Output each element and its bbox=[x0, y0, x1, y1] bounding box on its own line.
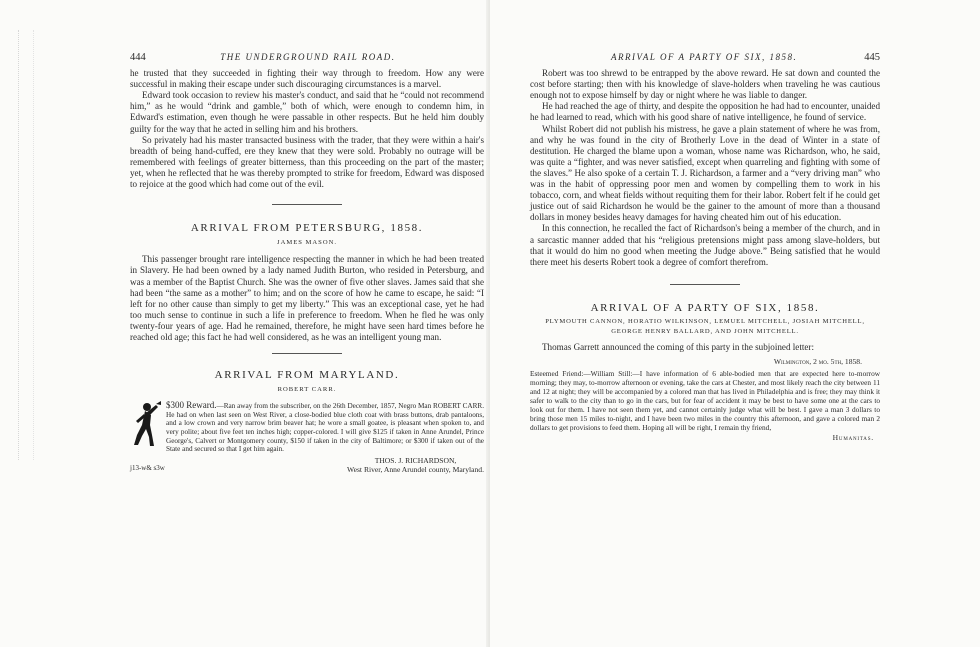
party-names-line-1: PLYMOUTH CANNON, HORATIO WILKINSON, LEMUEL MITCHELL, JOSIAH MITCHELL, bbox=[545, 317, 865, 325]
left-paragraph-1: he trusted that they succeeded in fighting their way through to freedom. How any were successful in making their escape under such discouraging circumstances is a marvel. bbox=[130, 68, 484, 90]
section-title-petersburg: ARRIVAL FROM PETERSBURG, 1858. bbox=[190, 222, 424, 235]
letter-dateline: Wilmington, 2 mo. 5th, 1858. bbox=[773, 356, 862, 366]
right-paragraph-1: Robert was too shrewd to be entrapped by the above reward. He sat down and counted the cost before starting; then with his knowledge of slave-holders when traveling he was cautious enough not to expose himself by day or night where he was liable to danger. bbox=[530, 68, 880, 101]
right-paragraph-2: He had reached the age of thirty, and despite the opposition he had had to encounter, unaided he had learned to read, which with his good share of native intelligence, he found of service. bbox=[530, 101, 880, 123]
ad-code: j13-w& s3w bbox=[130, 463, 165, 472]
ad-reward-heading: $300 Reward. bbox=[166, 400, 217, 411]
letter-signature: Humanitas. bbox=[832, 433, 874, 443]
ad-address: West River, Anne Arundel county, Maryland. bbox=[347, 464, 484, 474]
left-running-title: THE UNDERGROUND RAIL ROAD. bbox=[220, 52, 396, 62]
section-title-maryland: ARRIVAL FROM MARYLAND. bbox=[214, 369, 400, 382]
ad-body-text: —Ran away from the subscriber, on the 26th December, 1857, Negro Man ROBERT CARR. He had on when last seen on West River, a close-bodied blue cloth coat with brass buttons, drab pantaloons, and a low crown and very narrow brim beaver hat; he wore a small goatee, is pleasant when spoken to, and very polite; about five feet ten inches high; copper-colored. I will give $125 if taken in Anne Arundel, Prince George's, Calvert or Montgomery county, $150 if taken in the city of Baltimore; or $300 if taken out of the State and secured so that I get him again. bbox=[166, 402, 484, 454]
scan-artifact bbox=[18, 30, 34, 460]
left-page-number: 444 bbox=[130, 52, 146, 63]
ad-signer: THOS. J. RICHARDSON, bbox=[374, 455, 457, 465]
right-running-title: ARRIVAL OF A PARTY OF SIX, 1858. bbox=[611, 52, 798, 62]
left-running-head bbox=[130, 52, 484, 63]
byline-james-mason: JAMES MASON. bbox=[277, 239, 337, 247]
left-paragraph-2: Edward took occasion to review his master's conduct, and said that he “could not recommend him,” as he would “drink and gamble,” both of which, were enough to condemn him, in Edward's estimation, even though he were passable in other respects. But he held him doubly guilty for the way that he acted in selling him and his brothers. bbox=[130, 90, 484, 134]
petersburg-paragraph: This passenger brought rare intelligence respecting the manner in which he had been treated in Slavery. He had been owned by a lady named Judith Burton, who resided in Petersburg, and was a member of the Baptist Church. She was the owner of five other slaves. James said that she had been “the same as a mother” to him; and on the score of how he came to escape, he said: “I left for no other cause than simply to get my liberty.” This was an exceptional case, yet he had too much sense to continue in such a life in preference to freedom. When he fled he was only twenty-four years of age. Had he remained, therefore, he might have seen hard times before he reached old age; this fact he had well considered, as he was an intelligent young man. bbox=[130, 254, 484, 342]
right-paragraph-3: Whilst Robert did not publish his mistress, he gave a plain statement of where he was from, and why he was found in the city of Brotherly Love in the dead of Winter in a state of destitution. He charged the blame upon a woman, whose name was Richardson, who, he said, was quite a “fighter, and was never satisfied, except when quarreling and fighting with some of the slaves.” He also spoke of a certain T. J. Richardson, a farmer and a “very driving man” who was in the habit of oppressing poor men and women by compelling them to work in his tobacco, corn, and wheat fields without requiting them for their labor. Robert felt if he could get justice out of said Richardson he would be the gainer to the amount of more than a thousand dollars in money besides heavy damages for having cheated him out of his education. bbox=[530, 123, 880, 223]
runaway-figure-icon bbox=[130, 401, 162, 447]
ad-signature-row bbox=[130, 456, 484, 474]
right-page bbox=[490, 0, 980, 647]
garrett-letter: Esteemed Friend:—William Still:—I have information of 6 able-bodied men that are expected here to-morrow morning; they may, to-morrow afternoon or evening, take the cars at Chester, and most likely reach the city between 11 and 12 at night; they will be accompanied by a colored man that has lived in Philadelphia and is free; they may think it safer to walk to the city than to go in the cars, but for fear of accident it may be best to have some one at the cars to look out for them. I have not seen them yet, and cannot certainly judge what will be best. I gave a man 3 dollars to bring those men 15 miles to-night, and I have been two miles in the country this afternoon, and gave a colored man 2 dollars to get provisions to feed them. Hoping all will be right, I remain thy friend, bbox=[530, 369, 880, 433]
right-page-number: 445 bbox=[864, 52, 880, 63]
left-text-column bbox=[130, 52, 484, 474]
left-paragraph-3: So privately had his master transacted business with the trader, that they were within a hair's breadth of being hand-cuffed, ere they knew that they were sold. Probably no outrage will be remembered with feelings of greater bitterness, than this proceeding on the part of the master; yet, when he reflected that he was thereby prompted to strike for freedom, Edward was disposed to rejoice at the good which had come out of the evil. bbox=[130, 134, 484, 190]
section-title-party-of-six: ARRIVAL OF A PARTY OF SIX, 1858. bbox=[590, 301, 820, 314]
letter-intro: Thomas Garrett announced the coming of this party in the subjoined letter: bbox=[542, 341, 814, 352]
party-names-line-2: GEORGE HENRY BALLARD, AND JOHN MITCHELL. bbox=[611, 327, 799, 335]
right-paragraph-4: In this connection, he recalled the fact of Richardson's being a member of the church, and in a sarcastic manner added that his “religious pretensions might pass among slave-holders, but that it would do him no good when meeting the Judge above.” Being satisfied that he would there meet his deserts Robert took a degree of comfort therefrom. bbox=[530, 223, 880, 267]
right-text-column bbox=[530, 52, 880, 443]
byline-robert-carr: ROBERT CARR. bbox=[277, 386, 337, 394]
right-running-head bbox=[530, 52, 880, 63]
party-names bbox=[530, 317, 880, 337]
runaway-advertisement bbox=[130, 401, 484, 474]
